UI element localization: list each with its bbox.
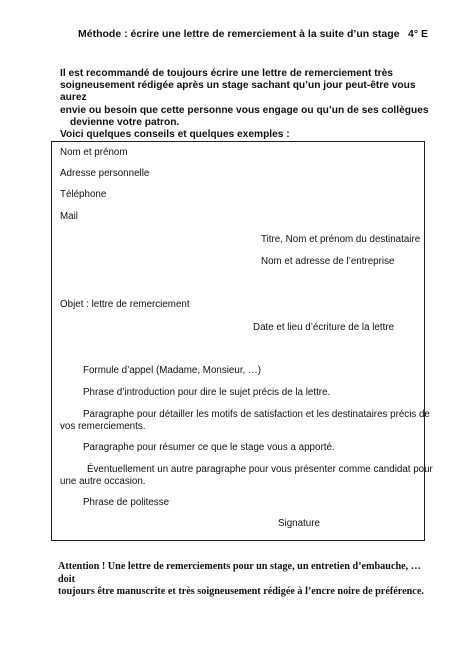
signature: Signature: [278, 518, 320, 529]
warning-line: Attention ! Une lettre de remerciements pour un stage, un entretien d’embauche, … doit: [58, 561, 421, 585]
intro-line: devienne votre patron.: [70, 116, 180, 128]
sender-address: Adresse personnelle: [60, 168, 150, 179]
details-paragraph-line2: vos remerciements.: [60, 421, 146, 432]
candidate-paragraph-line1: Éventuellement un autre paragraphe pour vous présenter comme candidat pour: [87, 464, 433, 475]
intro-sentence: Phrase d’introduction pour dire le sujet précis de la lettre.: [83, 387, 331, 398]
salutation: Formule d’appel (Madame, Monsieur, …): [83, 365, 262, 376]
letter-subject: Objet : lettre de remerciement: [60, 299, 190, 310]
date-and-place: Date et lieu d’écriture de la lettre: [253, 322, 395, 333]
closing-phrase: Phrase de politesse: [83, 497, 170, 508]
warning-note: [58, 561, 430, 599]
sender-phone: Téléphone: [60, 189, 107, 200]
recipient-name: Titre, Nom et prénom du destinataire: [261, 234, 421, 245]
candidate-paragraph-line2: une autre occasion.: [60, 476, 146, 487]
intro-line: Il est recommandé de toujours écrire une lettre de remerciement très: [60, 68, 393, 79]
summary-paragraph: Paragraphe pour résumer ce que le stage vous a apporté.: [83, 442, 335, 453]
document-title: Méthode : écrire une lettre de remerciement à la suite d’un stage: [78, 28, 400, 40]
class-level: 4° E: [408, 28, 428, 40]
recipient-address: Nom et adresse de l’entreprise: [261, 256, 395, 267]
sender-mail: Mail: [60, 211, 78, 222]
intro-line: envie ou besoin que cette personne vous engage ou qu’un de ses collègues: [60, 104, 429, 116]
sender-name: Nom et prénom: [60, 147, 128, 158]
intro-line: soigneusement rédigée après un stage sachant qu’un jour peut-être vous aurez: [60, 80, 416, 104]
warning-line: toujours être manuscrite et très soigneusement rédigée à l’encre noire de préférence.: [58, 586, 424, 597]
intro-line: Voici quelques conseils et quelques exemples :: [60, 129, 290, 141]
details-paragraph-line1: Paragraphe pour détailler les motifs de satisfaction et les destinataires précis de: [83, 409, 430, 420]
letter-template-box: [51, 141, 433, 541]
intro-paragraph: [60, 68, 430, 141]
